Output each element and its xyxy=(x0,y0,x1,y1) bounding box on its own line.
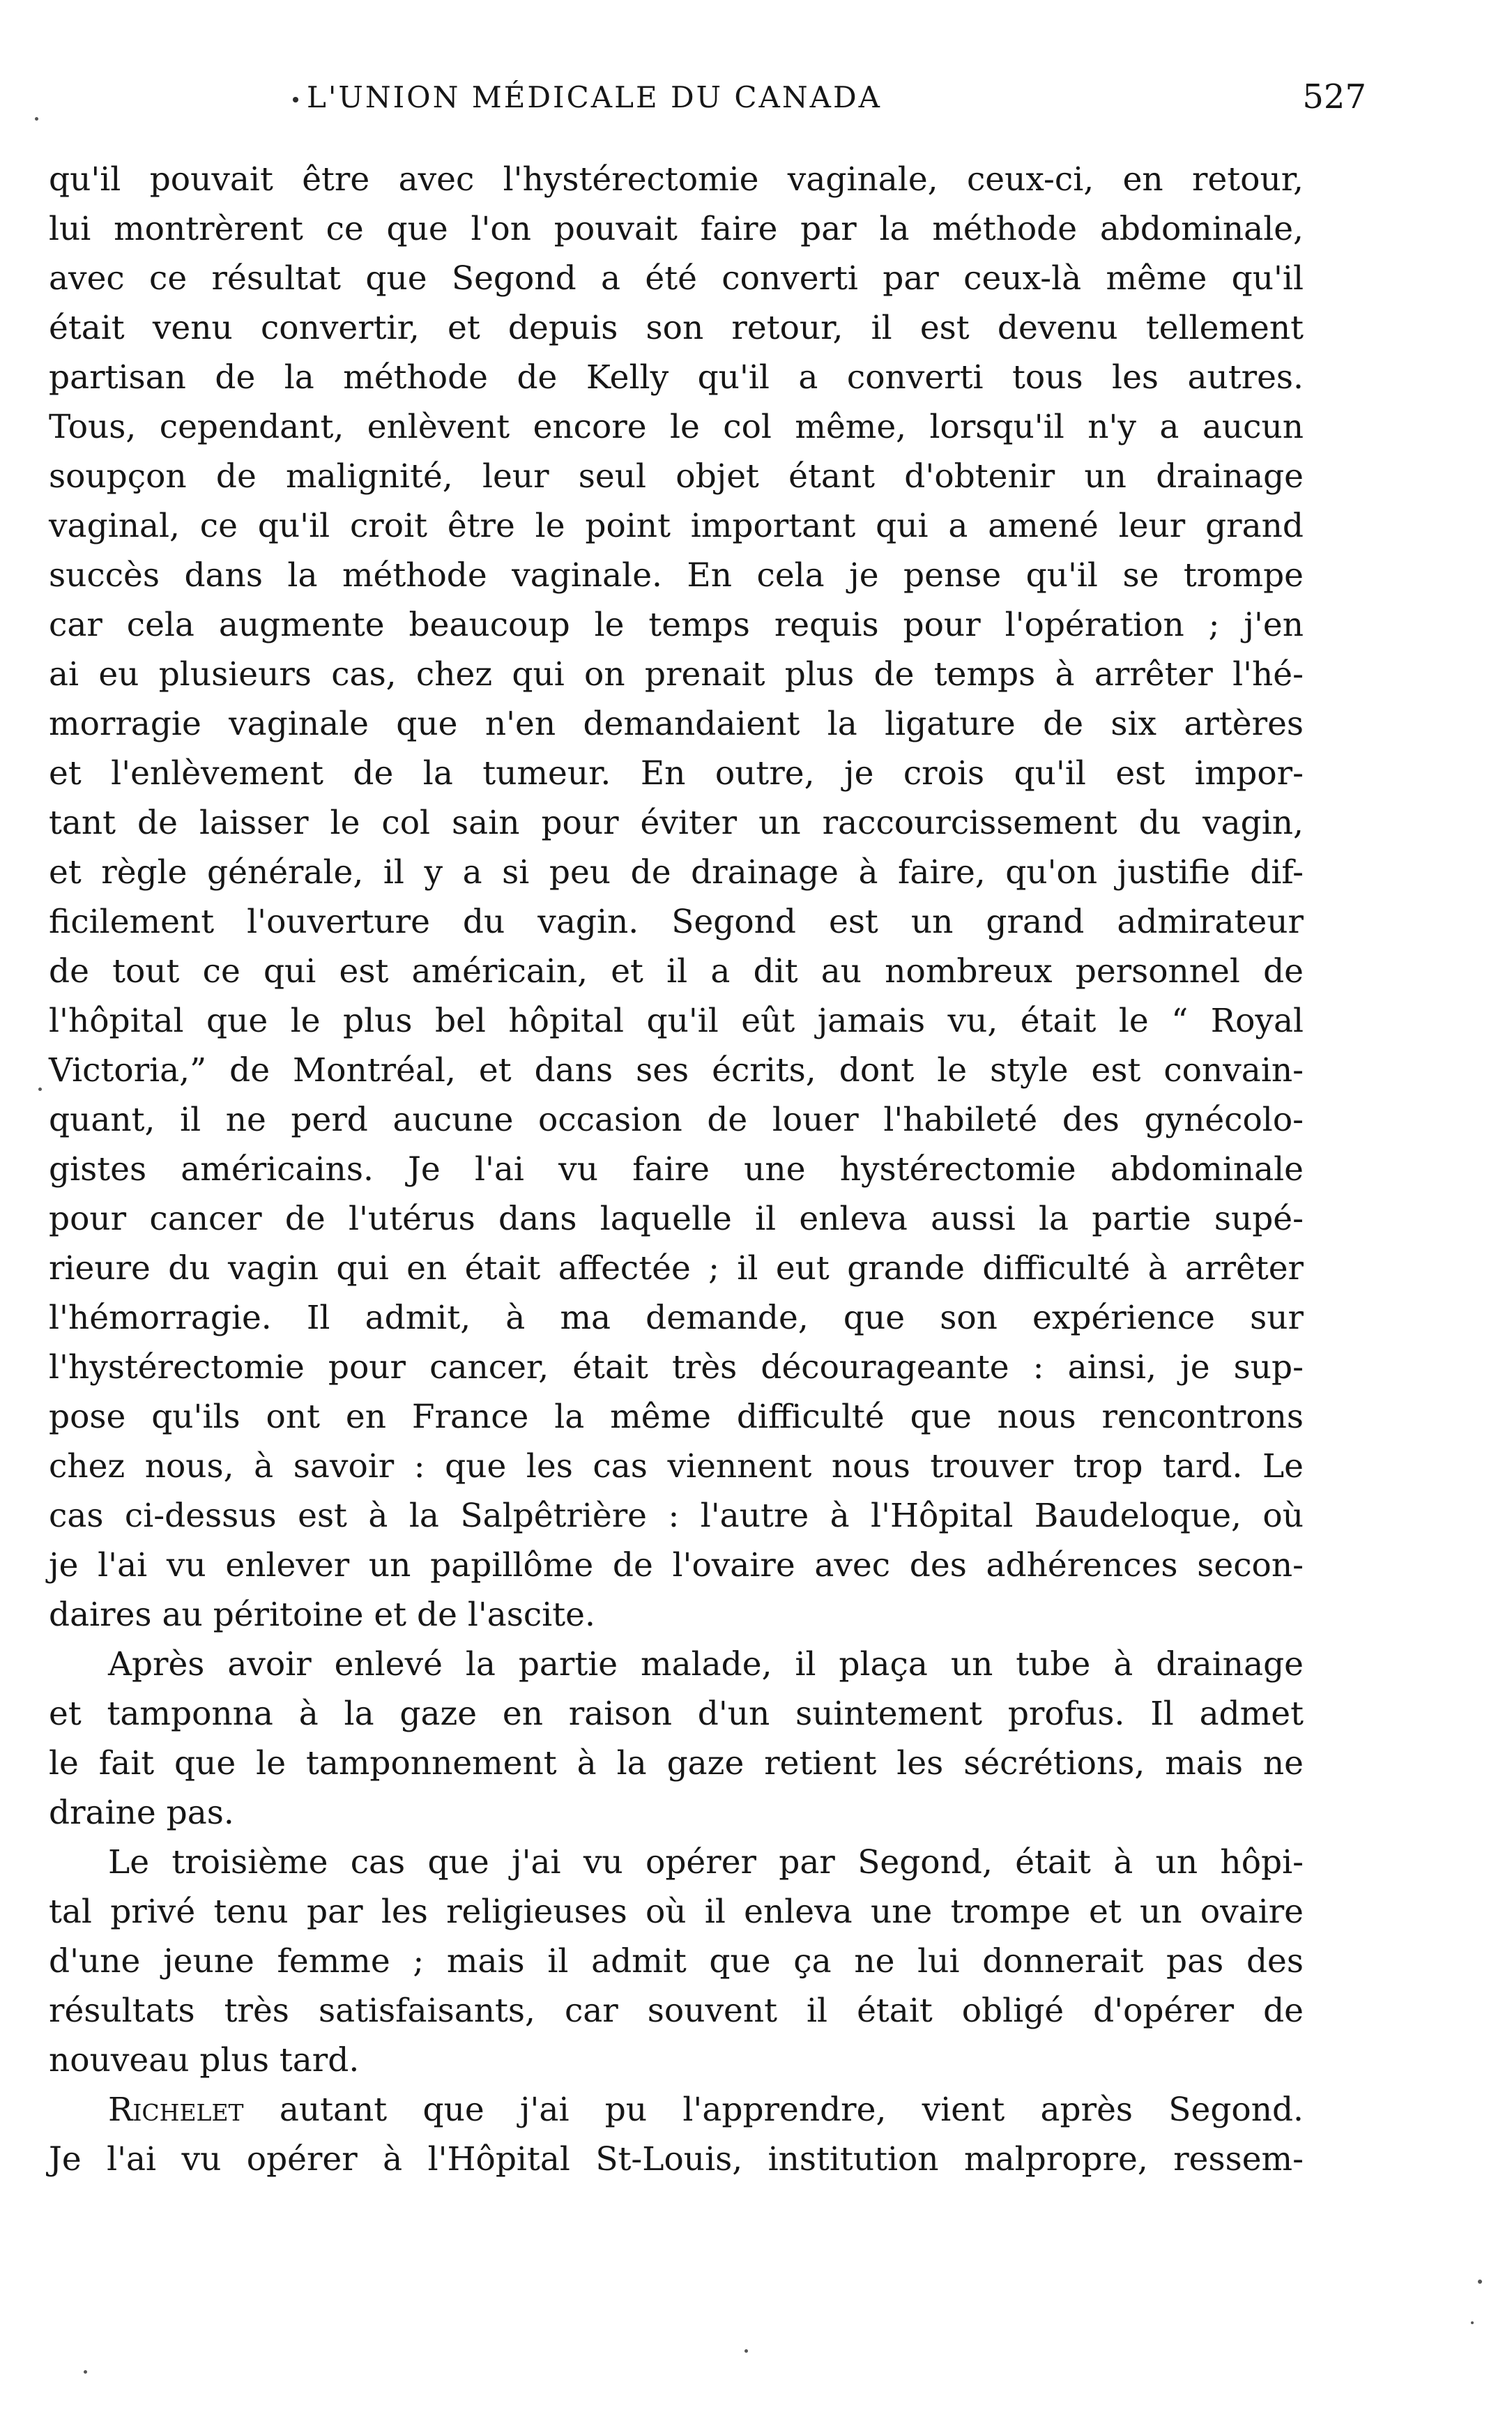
paragraph-4 xyxy=(49,2085,1304,2184)
header-dot-mark xyxy=(293,97,298,102)
text-line: ficilement l'ouverture du vagin. Segond est un grand admirateur xyxy=(49,903,1304,941)
text-line: pour cancer de l'utérus dans laquelle il enleva aussi la partie supé- xyxy=(49,1200,1304,1238)
body-text xyxy=(49,155,1304,2184)
paragraph-3 xyxy=(49,1838,1304,2085)
text-line: l'hystérectomie pour cancer, était très décourageante : ainsi, je sup- xyxy=(49,1348,1304,1387)
text-line: daires au péritoine et de l'ascite. xyxy=(49,1596,595,1634)
text-line: je l'ai vu enlever un papillôme de l'ovaire avec des adhérences secon- xyxy=(49,1546,1304,1585)
text-line: qu'il pouvait être avec l'hystérectomie vaginale, ceux-ci, en retour, xyxy=(49,160,1304,199)
text-line: Le troisième cas que j'ai vu opérer par Segond, était à un hôpi- xyxy=(108,1843,1304,1881)
text-line: l'hémorragie. Il admit, à ma demande, que son expérience sur xyxy=(49,1299,1304,1337)
text-line: nouveau plus tard. xyxy=(49,2041,360,2079)
text-line: tant de laisser le col sain pour éviter un raccourcissement du vagin, xyxy=(49,804,1304,842)
text-line: cas ci-dessus est à la Salpêtrière : l'autre à l'Hôpital Baudeloque, où xyxy=(49,1497,1304,1535)
scan-speck xyxy=(38,1087,42,1091)
text-line: Tous, cependant, enlèvent encore le col même, lorsqu'il n'y a aucun xyxy=(49,408,1304,446)
text-line: Je l'ai vu opérer à l'Hôpital St-Louis, institution malpropre, ressem- xyxy=(49,2140,1304,2178)
text-line: chez nous, à savoir : que les cas viennent nous trouver trop tard. Le xyxy=(49,1447,1304,1486)
text-line: vaginal, ce qu'il croit être le point important qui a amené leur grand xyxy=(49,507,1304,545)
text-line: Victoria,” de Montréal, et dans ses écrits, dont le style est convain- xyxy=(49,1051,1304,1090)
text-line: succès dans la méthode vaginale. En cela je pense qu'il se trompe xyxy=(49,556,1304,595)
text-line: avec ce résultat que Segond a été converti par ceux-là même qu'il xyxy=(49,259,1304,298)
paragraph-1 xyxy=(49,155,1304,1640)
scan-speck xyxy=(84,2370,87,2374)
scan-speck xyxy=(1478,2280,1482,2284)
text-line: car cela augmente beaucoup le temps requis pour l'opération ; j'en xyxy=(49,606,1304,644)
text-line: résultats très satisfaisants, car souvent il était obligé d'opérer de xyxy=(49,1992,1304,2030)
running-head xyxy=(307,77,1366,129)
text-line: soupçon de malignité, leur seul objet étant d'obtenir un drainage xyxy=(49,457,1304,496)
text-line: de tout ce qui est américain, et il a dit au nombreux personnel de xyxy=(49,952,1304,991)
text-line: draine pas. xyxy=(49,1794,234,1832)
scan-speck xyxy=(35,117,38,121)
paragraph-2 xyxy=(49,1640,1304,1838)
journal-title: L'UNION MÉDICALE DU CANADA xyxy=(307,80,882,114)
text-line: morragie vaginale que n'en demandaient la ligature de six artères xyxy=(49,705,1304,743)
text-line: l'hôpital que le plus bel hôpital qu'il eût jamais vu, était le “ Royal xyxy=(49,1002,1304,1040)
text-line: tal privé tenu par les religieuses où il enleva une trompe et un ovaire xyxy=(49,1893,1304,1931)
text-line: d'une jeune femme ; mais il admit que ça ne lui donnerait pas des xyxy=(49,1942,1304,1980)
text-line: gistes américains. Je l'ai vu faire une hystérectomie abdominale xyxy=(49,1150,1304,1189)
text-line: le fait que le tamponnement à la gaze retient les sécrétions, mais ne xyxy=(49,1744,1304,1783)
text-line: rieure du vagin qui en était affectée ; il eut grande difficulté à arrêter xyxy=(49,1249,1304,1288)
text-line: Après avoir enlevé la partie malade, il plaça un tube à drainage xyxy=(108,1645,1304,1684)
text-line: ai eu plusieurs cas, chez qui on prenait plus de temps à arrêter l'hé- xyxy=(49,655,1304,694)
text-line: pose qu'ils ont en France la même difficulté que nous rencontrons xyxy=(49,1398,1304,1436)
text-line: et règle générale, il y a si peu de drainage à faire, qu'on justifie dif- xyxy=(49,853,1304,892)
scan-speck xyxy=(744,2349,748,2353)
text-line: partisan de la méthode de Kelly qu'il a converti tous les autres. xyxy=(49,358,1304,397)
text-line: Richelet autant que j'ai pu l'apprendre, vient après Segond. xyxy=(108,2091,1304,2129)
text-line: et l'enlèvement de la tumeur. En outre, je crois qu'il est impor- xyxy=(49,754,1304,793)
scan-speck xyxy=(1471,2321,1474,2324)
author-name: Richelet xyxy=(108,2091,244,2129)
page-number: 527 xyxy=(1302,77,1366,116)
text-line: quant, il ne perd aucune occasion de louer l'habileté des gynécolo- xyxy=(49,1101,1304,1139)
text-line: était venu convertir, et depuis son retour, il est devenu tellement xyxy=(49,309,1304,347)
text-line: lui montrèrent ce que l'on pouvait faire par la méthode abdominale, xyxy=(49,210,1304,248)
text-line: et tamponna à la gaze en raison d'un suintement profus. Il admet xyxy=(49,1695,1304,1733)
